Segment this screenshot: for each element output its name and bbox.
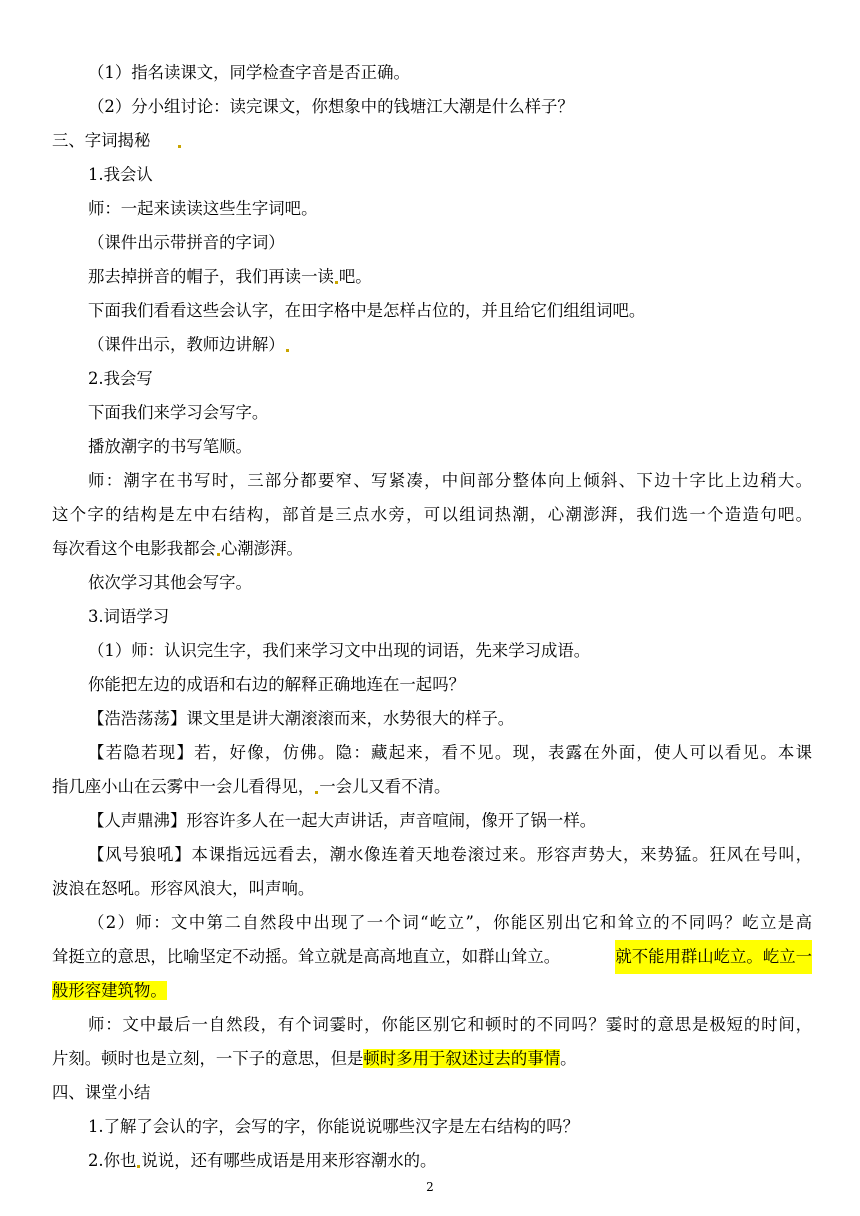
text-line: （1）指名读课文，同学检查字音是否正确。 <box>88 63 410 82</box>
text-line: 每次看这个电影我都会 心潮澎湃。 <box>52 539 303 558</box>
subsection-heading: 1.我会认 <box>88 165 153 184</box>
text-line: （1）师：认识完生字，我们来学习文中出现的词语，先来学习成语。 <box>88 641 591 660</box>
text-line: （2）师：文中第二自然段中出现了一个词“屹立”，你能区别出它和耸立的不同吗？屹立是高 <box>88 913 812 932</box>
text-line: 这个字的结构是左中右结构，部首是三点水旁，可以组词热潮，心潮澎湃，我们选一个造造句吧。 <box>52 505 812 524</box>
text-line: 片刻。顿时也是立刻，一下子的意思，但是顿时多用于叙述过去的事情。 <box>52 1049 577 1068</box>
text-line: 耸挺立的意思，比喻坚定不动摇。耸立就是高高地直立，如群山耸立。 就不能用群山屹立。屹立一 <box>52 940 812 974</box>
yellow-mark <box>137 1165 140 1168</box>
text-line: 波浪在怒吼。形容风浪大，叫声响。 <box>52 879 315 898</box>
text-line: 依次学习其他会写字。 <box>88 573 252 592</box>
yellow-mark <box>217 553 220 556</box>
text-line: 你能把左边的成语和右边的解释正确地连在一起吗？ <box>88 675 465 694</box>
page-number: 2 <box>426 1180 434 1194</box>
yellow-mark <box>335 281 338 284</box>
yellow-mark <box>178 145 181 148</box>
text-line <box>52 974 812 1008</box>
text-line: （课件出示带拼音的字词） <box>88 233 285 252</box>
text-line: 播放潮字的书写笔顺。 <box>88 437 252 456</box>
highlighted-text: 就不能用群山屹立。屹立一 <box>615 940 812 974</box>
text-line: 1.了解了会认的字，会写的字，你能说说哪些汉字是左右结构的吗？ <box>88 1117 579 1136</box>
idiom-definition: 【若隐若现】若，好像，仿佛。隐：藏起来，看不见。现，表露在外面，使人可以看见。本课 <box>88 743 812 762</box>
section-heading: 四、课堂小结 <box>52 1083 151 1102</box>
text-line: （课件出示，教师边讲解） <box>52 328 812 362</box>
text-line: 师：一起来读读这些生字词吧。 <box>88 199 318 218</box>
text-line: 下面我们来学习会写字。 <box>88 403 269 422</box>
text-line: 下面我们看看这些会认字，在田字格中是怎样占位的，并且给它们组组词吧。 <box>88 301 646 320</box>
text-line: 那去掉拼音的帽子，我们再读一读 吧。 <box>88 267 372 286</box>
yellow-mark <box>286 349 289 352</box>
idiom-definition: 【浩浩荡荡】课文里是讲大潮滚滚而来，水势很大的样子。 <box>88 709 515 728</box>
subsection-heading: 3.词语学习 <box>88 607 170 626</box>
document-page <box>52 56 812 1178</box>
yellow-mark <box>315 791 318 794</box>
section-heading: 三、字词揭秘 <box>52 124 812 158</box>
idiom-definition: 【风号狼吼】本课指远远看去，潮水像连着天地卷滚过来。形容声势大，来势猛。狂风在号叫， <box>88 845 812 864</box>
text-line: 师：潮字在书写时，三部分都要窄、写紧凑，中间部分整体向上倾斜、下边十字比上边稍大。 <box>88 471 812 490</box>
highlighted-text: 顿时多用于叙述过去的事情 <box>363 1049 561 1068</box>
text-line: （2）分小组讨论：读完课文，你想象中的钱塘江大潮是什么样子？ <box>88 97 574 116</box>
text-line: 指几座小山在云雾中一会儿看得见， 一会儿又看不清。 <box>52 777 451 796</box>
text-line: 2.你也 说说，还有哪些成语是用来形容潮水的。 <box>88 1151 437 1170</box>
highlighted-text: 般形容建筑物。 <box>52 981 167 1000</box>
idiom-definition: 【人声鼎沸】形容许多人在一起大声讲话，声音喧闹，像开了锅一样。 <box>88 811 597 830</box>
subsection-heading: 2.我会写 <box>88 369 153 388</box>
text-line: 师：文中最后一自然段，有个词霎时，你能区别它和顿时的不同吗？霎时的意思是极短的时间， <box>88 1015 812 1034</box>
